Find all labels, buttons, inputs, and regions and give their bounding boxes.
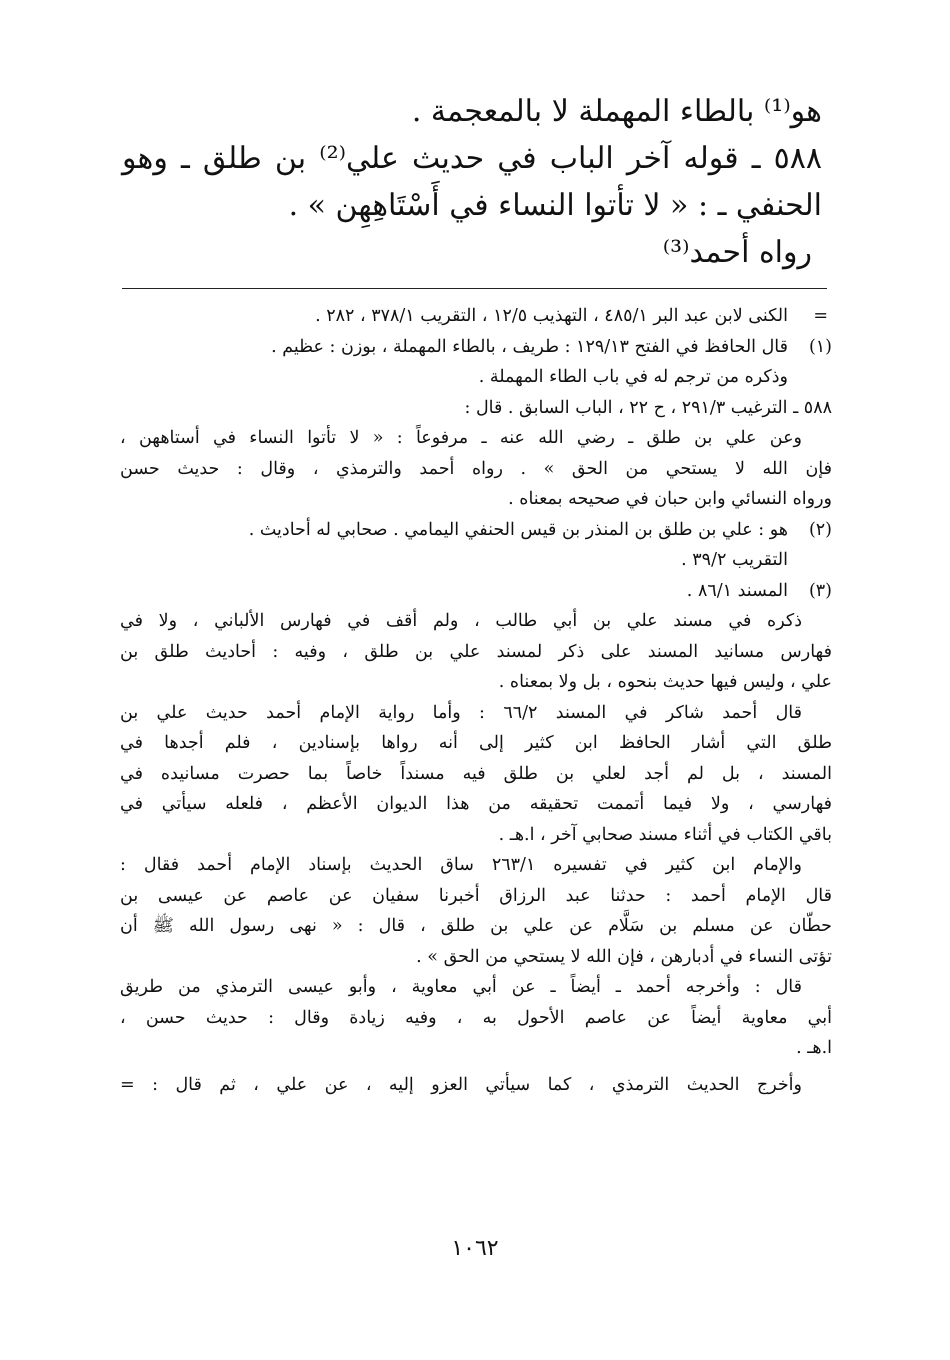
footnote-line: قال الإمام أحمد : حدثنا عبد الرزاق أخبرنا سفيان عن عاصم عن عيسى بن xyxy=(120,885,832,906)
footnote-588-head xyxy=(120,393,832,424)
main-line-3: الحنفي ـ : « لا تأتوا النساء في أَسْتَاهِهِن » . xyxy=(288,188,822,223)
footnote-text: هو : علي بن طلق بن المنذر بن قيس الحنفي اليمامي . صحابي له أحاديث . xyxy=(248,519,788,540)
footnote-line: حطّان عن مسلم بن سَلَّام عن علي بن طلق ، قال : « نهى رسول الله ﷺ أن xyxy=(120,916,832,936)
footnote-marker: (١) xyxy=(808,336,832,357)
footnote-line: المسند ، بل لم أجد لعلي بن طلق فيه مسنداً خاصاً بما حصرت مسانيده في xyxy=(120,763,832,784)
main-line-2: ٥٨٨ ـ قوله آخر الباب في حديث علي⁽²⁾ بن طلق ـ وهو xyxy=(122,141,823,176)
footnote-line: ا.هـ . xyxy=(796,1038,832,1058)
footnote-line: فإن الله لا يستحي من الحق » . رواه أحمد والترمذي ، وقال : حديث حسن xyxy=(120,458,832,479)
main-line-4: رواه أحمد⁽³⁾ xyxy=(662,235,812,270)
footnote-line: تؤتى النساء في أدبارهن ، فإن الله لا يستحي من الحق » . xyxy=(416,946,832,967)
footnote-line: والإمام ابن كثير في تفسيره ٢٦٣/١ ساق الحديث بإسناد الإمام أحمد فقال : xyxy=(120,855,802,875)
footnote-line: أبي معاوية أيضاً عن عاصم الأحول به ، وفيه زيادة وقال : حديث حسن ، xyxy=(120,1007,832,1028)
footnote-line: باقي الكتاب في أثناء مسند صحابي آخر ، ا.هـ . xyxy=(498,824,832,845)
footnote-marker: = xyxy=(813,306,828,326)
footnote-marker: (٣) xyxy=(808,580,832,601)
footnotes xyxy=(120,301,832,1100)
footnote-3 xyxy=(120,576,832,607)
footnote-line: ورواه النسائي وابن حبان في صحيحه بمعناه . xyxy=(508,489,832,509)
footnote-line xyxy=(120,545,832,576)
footnote-2 xyxy=(120,515,832,546)
page-number: ١٠٦٢ xyxy=(451,1236,499,1261)
footnote-line: وأخرج الحديث الترمذي ، كما سيأتي العزو إليه ، عن علي ، ثم قال : = xyxy=(120,1074,802,1095)
footnote-text: التقريب ٣٩/٢ . xyxy=(681,550,788,570)
footnote-line: ذكره في مسند علي بن أبي طالب ، ولم أقف في فهارس الألباني ، ولا في xyxy=(120,611,802,631)
footnote-separator xyxy=(122,288,827,289)
main-text xyxy=(122,88,822,276)
main-line-1: هو⁽¹⁾ بالطاء المهملة لا بالمعجمة . xyxy=(411,94,822,129)
footnote-line: علي ، وليس فيها حديث بنحوه ، بل ولا بمعناه . xyxy=(498,672,832,692)
footnote-continuation xyxy=(120,301,832,332)
footnote-marker: (٢) xyxy=(808,519,832,540)
footnote-1 xyxy=(120,332,832,363)
footnote-text: المسند ٨٦/١ . xyxy=(686,580,788,601)
footnote-line: قال أحمد شاكر في المسند ٦٦/٢ : وأما رواية الإمام أحمد حديث علي بن xyxy=(120,702,802,723)
footnote-text: ٥٨٨ ـ الترغيب ٢٩١/٣ ، ح ٢٢ ، الباب السابق . قال : xyxy=(464,397,832,418)
footnote-text: وذكره من ترجم له في باب الطاء المهملة . xyxy=(478,367,788,387)
footnote-text: الكنى لابن عبد البر ٤٨٥/١ ، التهذيب ١٢/٥ ، التقريب ٣٧٨/١ ، ٢٨٢ . xyxy=(315,306,788,326)
footnote-line: طلق التي أشار الحافظ ابن كثير إلى أنه رواها بإسنادين ، فلم أجدها في xyxy=(120,733,832,753)
footnote-line xyxy=(120,362,832,393)
footnote-text: قال الحافظ في الفتح ١٢٩/١٣ : طريف ، بالطاء المهملة ، بوزن : عظيم . xyxy=(271,336,788,357)
footnote-line: فهارسي ، ولا فيما أتممت تحقيقه من هذا الديوان الأعظم ، فلعله سيأتي في xyxy=(120,794,832,814)
footnote-line: فهارس مسانيد المسند على ذكر لمسند علي بن طلق ، وفيه : أحاديث طلق بن xyxy=(120,641,832,662)
footnote-line: وعن علي بن طلق ـ رضي الله عنه ـ مرفوعاً : « لا تأتوا النساء في أستاههن ، xyxy=(120,428,802,448)
footnote-line: قال : وأخرجه أحمد ـ أيضاً ـ عن أبي معاوية ، وأبو عيسى الترمذي من طريق xyxy=(120,977,802,997)
